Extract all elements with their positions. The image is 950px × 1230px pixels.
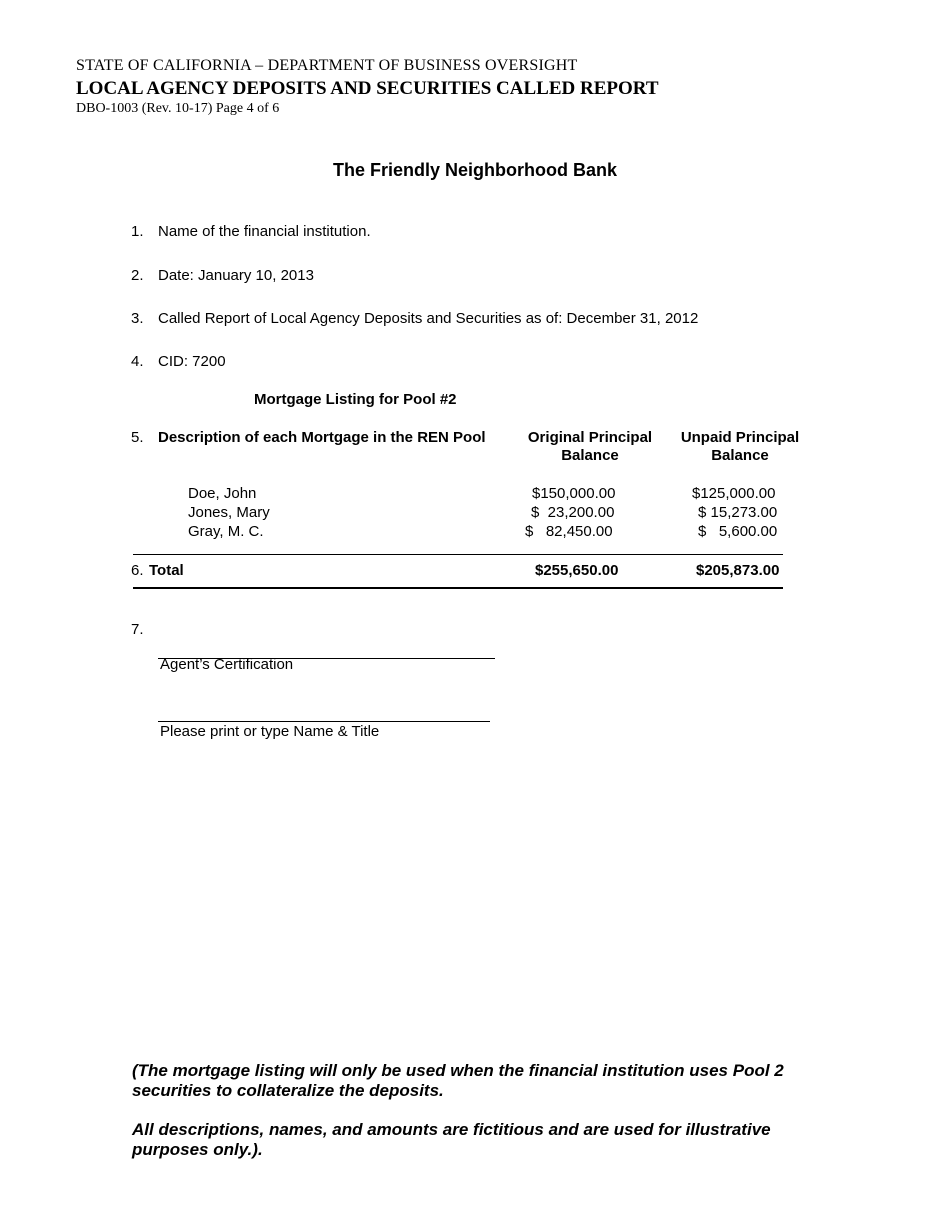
original-principal-header: Original Principal Balance xyxy=(527,429,653,464)
form-number-page: DBO-1003 (Rev. 10-17) Page 4 of 6 xyxy=(76,101,280,116)
mortgage-row-2-original: $ 23,200.00 xyxy=(531,504,615,521)
item-2-text: Date: January 10, 2013 xyxy=(158,267,314,284)
bank-name: The Friendly Neighborhood Bank xyxy=(332,160,617,180)
mortgage-row-1-unpaid: $125,000.00 xyxy=(692,485,776,502)
total-bottom-rule xyxy=(133,587,783,589)
item-3-text: Called Report of Local Agency Deposits and Securities as of: December 31, 2012 xyxy=(158,310,699,327)
form-agency-line: STATE OF CALIFORNIA – DEPARTMENT OF BUSINESS OVERSIGHT xyxy=(76,57,578,74)
item-4-number: 4. xyxy=(131,353,144,370)
form-report-title: LOCAL AGENCY DEPOSITS AND SECURITIES CALLED REPORT xyxy=(76,78,659,99)
item-1-text: Name of the financial institution. xyxy=(158,223,371,240)
total-label: Total xyxy=(149,562,184,579)
agent-certification-label: Agent’s Certification xyxy=(160,656,294,673)
mortgage-listing-title: Mortgage Listing for Pool #2 xyxy=(254,391,457,408)
item-3-number: 3. xyxy=(131,310,144,327)
mortgage-row-1-original: $150,000.00 xyxy=(532,485,616,502)
item-5-number: 5. xyxy=(131,429,144,446)
total-unpaid: $205,873.00 xyxy=(696,562,780,579)
name-title-line[interactable] xyxy=(158,721,490,722)
mortgage-row-3-original: $ 82,450.00 xyxy=(525,523,613,540)
name-title-label: Please print or type Name & Title xyxy=(160,723,380,740)
description-column-header: Description of each Mortgage in the REN Pool xyxy=(158,429,486,446)
item-1-number: 1. xyxy=(131,223,144,240)
fictitious-disclaimer: All descriptions, names, and amounts are fictitious and are used for illustrative purposes only.). xyxy=(132,1120,771,1159)
mortgage-row-2-unpaid: $ 15,273.00 xyxy=(698,504,778,521)
mortgage-row-3-name: Gray, M. C. xyxy=(188,523,264,540)
total-top-rule xyxy=(133,554,783,555)
total-original: $255,650.00 xyxy=(535,562,619,579)
pool-2-note: (The mortgage listing will only be used when the financial institution uses Pool 2 securities to collateralize the deposits. xyxy=(132,1061,784,1100)
item-6-number: 6. xyxy=(131,562,144,579)
mortgage-row-2-name: Jones, Mary xyxy=(188,504,270,521)
unpaid-principal-header: Unpaid Principal Balance xyxy=(680,429,800,464)
mortgage-row-1-name: Doe, John xyxy=(188,485,257,502)
item-7-number: 7. xyxy=(131,621,144,638)
item-4-text: CID: 7200 xyxy=(158,353,226,370)
mortgage-row-3-unpaid: $ 5,600.00 xyxy=(698,523,778,540)
item-2-number: 2. xyxy=(131,267,144,284)
